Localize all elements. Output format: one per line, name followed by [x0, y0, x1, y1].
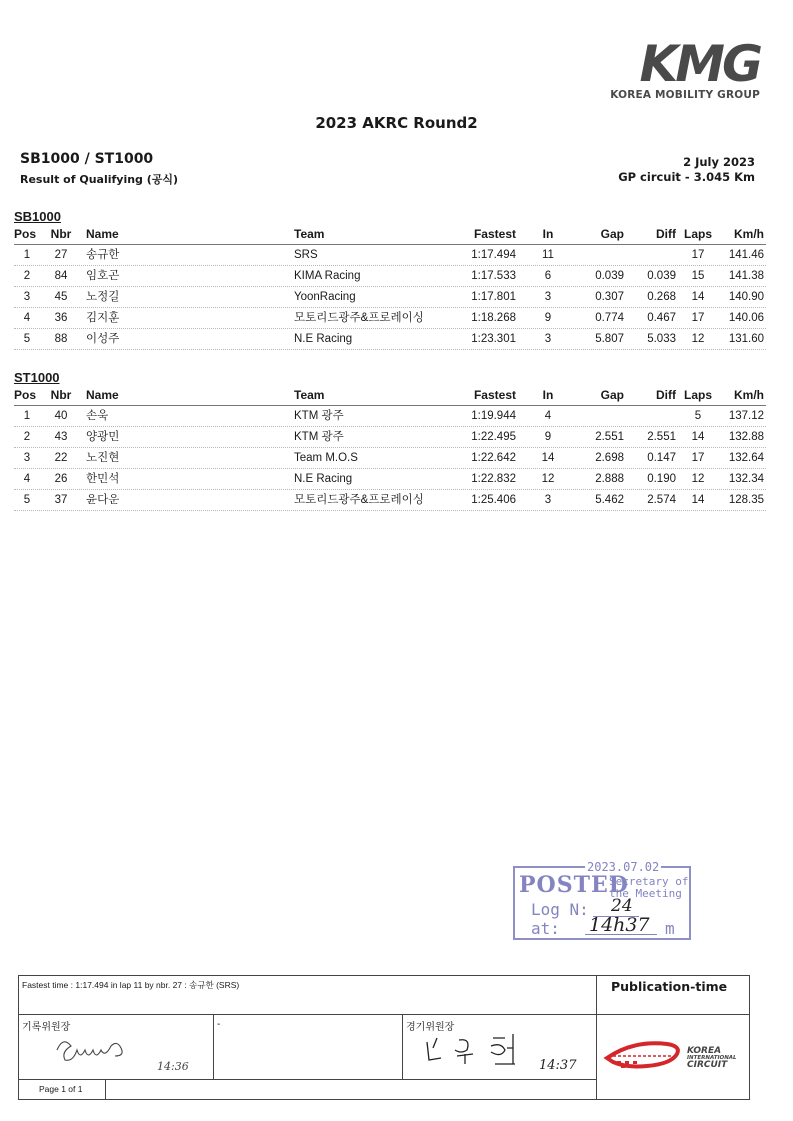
cell-diff: 0.039: [647, 270, 676, 282]
cell-name: 이성주: [86, 333, 120, 345]
col-fastest: Fastest: [473, 227, 516, 241]
cell-diff: 5.033: [647, 333, 676, 345]
cell-laps: 14: [691, 291, 705, 303]
cell-name: 한민석: [86, 473, 120, 485]
cell-diff: 0.190: [647, 473, 676, 485]
cell-diff: 2.551: [647, 431, 676, 443]
page-number: Page 1 of 1: [39, 1084, 83, 1094]
cell-diff: 0.268: [647, 291, 676, 303]
kmg-logo: [590, 35, 760, 101]
cell-pos: 4: [23, 473, 31, 485]
cell-name: 김지훈: [86, 312, 120, 324]
section-title: ST1000: [14, 370, 60, 385]
cell-diff: 0.467: [647, 312, 676, 324]
kic-line2: INTERNATIONAL: [687, 1055, 737, 1061]
cell-pos: 1: [23, 249, 31, 261]
col-team: Team: [294, 227, 325, 241]
cell-in: 12: [541, 473, 555, 485]
cell-pos: 5: [23, 494, 31, 506]
cell-laps: 12: [691, 473, 705, 485]
cell-nbr: 27: [54, 249, 68, 261]
cell-team: Team M.O.S: [294, 452, 358, 464]
cell-in: 3: [544, 494, 552, 506]
cell-in: 3: [544, 291, 552, 303]
cell-pos: 4: [23, 312, 31, 324]
footer-divider: [213, 1014, 214, 1080]
cell-nbr: 40: [54, 410, 68, 422]
footer-divider: [596, 976, 597, 1099]
cell-nbr: 43: [54, 431, 68, 443]
cell-name: 노진현: [86, 452, 120, 464]
cell-kmh: 128.35: [728, 494, 764, 506]
cell-fastest: 1:22.495: [471, 431, 516, 443]
stamp-log: Log N:: [531, 900, 589, 919]
circuit-info: GP circuit - 3.045 Km: [618, 170, 755, 184]
cell-pos: 3: [23, 452, 31, 464]
cell-laps: 17: [691, 452, 705, 464]
cell-fastest: 1:17.801: [471, 291, 516, 303]
cell-name: 노정길: [86, 291, 120, 303]
cell-team: KIMA Racing: [294, 270, 361, 282]
cell-team: YoonRacing: [294, 291, 356, 303]
cell-nbr: 84: [54, 270, 68, 282]
cell-in: 14: [541, 452, 555, 464]
class-names: SB1000 / ST1000: [20, 151, 154, 167]
cell-in: 11: [542, 249, 554, 261]
col-kmh: Km/h: [734, 227, 764, 241]
publication-time-label: Publication-time: [611, 979, 728, 994]
table-row: [14, 329, 766, 350]
table-header: [14, 227, 766, 245]
cell-in: 9: [544, 312, 552, 324]
footer-box: [18, 975, 750, 1100]
cell-pos: 2: [23, 270, 31, 282]
stamp-at: at:: [531, 919, 560, 938]
race-chief-signature: [421, 1028, 541, 1072]
class-header: [20, 151, 178, 187]
table-row: [14, 308, 766, 329]
cell-fastest: 1:19.944: [471, 410, 516, 422]
cell-team: KTM 광주: [294, 431, 344, 443]
cell-diff: 0.147: [647, 452, 676, 464]
table-row: [14, 245, 766, 266]
event-date: 2 July 2023: [683, 155, 755, 169]
cell-kmh: 141.46: [728, 249, 764, 261]
cell-fastest: 1:23.301: [471, 333, 516, 345]
section-title: SB1000: [14, 209, 61, 224]
kic-logo-text: [687, 1047, 737, 1069]
cell-team: 모토리드광주&프로레이싱: [294, 494, 424, 506]
col-laps: Laps: [683, 227, 712, 241]
cell-gap: 0.039: [595, 270, 624, 282]
col-team: Team: [294, 388, 325, 402]
cell-team: N.E Racing: [294, 473, 353, 485]
cell-fastest: 1:18.268: [471, 312, 516, 324]
cell-gap: 2.698: [595, 452, 624, 464]
stamp-date: 2023.07.02: [587, 860, 660, 874]
cell-laps: 15: [691, 270, 705, 282]
col-diff: Diff: [656, 227, 676, 241]
cell-in: 6: [544, 270, 552, 282]
table-row: [14, 287, 766, 308]
col-nbr: Nbr: [50, 388, 72, 402]
cell-gap: 2.551: [595, 431, 624, 443]
col-fastest: Fastest: [473, 388, 516, 402]
stamp-m: m: [665, 919, 675, 938]
cell-laps: 5: [694, 410, 702, 422]
col-nbr: Nbr: [50, 227, 72, 241]
cell-kmh: 131.60: [728, 333, 764, 345]
table-row: [14, 490, 766, 511]
cell-fastest: 1:17.494: [471, 249, 516, 261]
cell-name: 임호곤: [86, 270, 120, 282]
col-kmh: Km/h: [734, 388, 764, 402]
cell-nbr: 45: [54, 291, 68, 303]
stamp-posted: POSTED: [519, 872, 629, 898]
cell-team: KTM 광주: [294, 410, 344, 422]
cell-laps: 14: [691, 431, 705, 443]
cell-name: 송규한: [86, 249, 120, 261]
col-diff: Diff: [656, 388, 676, 402]
records-chief-signature: [49, 1030, 159, 1070]
cell-gap: 5.462: [595, 494, 624, 506]
cell-fastest: 1:22.832: [471, 473, 516, 485]
stamp-at-line: [585, 934, 657, 935]
footer-divider: [105, 1079, 106, 1099]
cell-gap: 2.888: [595, 473, 624, 485]
col-gap: Gap: [600, 227, 624, 241]
cell-kmh: 140.06: [728, 312, 764, 324]
logo-main: KMG: [639, 35, 760, 93]
table-row: [14, 448, 766, 469]
race-chief-sign-time: 14:37: [539, 1058, 577, 1073]
logo-subtitle: KOREA MOBILITY GROUP: [610, 89, 760, 101]
cell-kmh: 140.90: [728, 291, 764, 303]
dash-label: -: [217, 1019, 221, 1030]
col-pos: Pos: [14, 227, 37, 241]
cell-fastest: 1:17.533: [471, 270, 516, 282]
cell-kmh: 137.12: [728, 410, 764, 422]
race-chief-label: 경기위원장: [406, 1022, 455, 1033]
cell-laps: 17: [691, 312, 705, 324]
col-name: Name: [86, 227, 119, 241]
col-name: Name: [86, 388, 119, 402]
table-row: [14, 406, 766, 427]
records-chief-sign-time: 14:36: [157, 1060, 189, 1073]
cell-nbr: 26: [54, 473, 68, 485]
cell-gap: 5.807: [595, 333, 624, 345]
cell-nbr: 88: [54, 333, 68, 345]
cell-fastest: 1:22.642: [471, 452, 516, 464]
stamp-at-value: 14h37: [589, 914, 650, 936]
records-chief-label: 기록위원장: [22, 1022, 71, 1033]
cell-team: SRS: [294, 249, 318, 261]
cell-laps: 12: [691, 333, 705, 345]
page-title: 2023 AKRC Round2: [315, 114, 478, 132]
cell-team: N.E Racing: [294, 333, 353, 345]
result-label: Result of Qualifying (공식): [20, 173, 179, 186]
kic-line1: KOREA: [687, 1046, 722, 1056]
footer-divider: [19, 1014, 749, 1015]
cell-nbr: 22: [54, 452, 68, 464]
col-gap: Gap: [600, 388, 624, 402]
cell-in: 9: [544, 431, 552, 443]
cell-pos: 1: [23, 410, 31, 422]
st1000-table: [14, 370, 766, 511]
cell-in: 3: [544, 333, 552, 345]
sb1000-table: [14, 209, 766, 350]
cell-kmh: 132.34: [728, 473, 764, 485]
cell-laps: 14: [691, 494, 705, 506]
cell-in: 4: [544, 410, 552, 422]
table-row: [14, 427, 766, 448]
cell-nbr: 36: [54, 312, 68, 324]
cell-fastest: 1:25.406: [471, 494, 516, 506]
stamp-log-value: 24: [611, 896, 633, 916]
col-laps: Laps: [683, 388, 712, 402]
stamp-secretary-line1: Secretary of: [609, 875, 689, 888]
cell-gap: 0.307: [595, 291, 624, 303]
cell-name: 양광민: [86, 431, 120, 443]
cell-pos: 3: [23, 291, 31, 303]
table-row: [14, 469, 766, 490]
cell-team: 모토리드광주&프로레이싱: [294, 312, 424, 324]
cell-pos: 2: [23, 431, 31, 443]
cell-gap: 0.774: [595, 312, 624, 324]
cell-laps: 17: [691, 249, 705, 261]
col-in: In: [542, 388, 554, 402]
kic-logo-icon: [603, 1038, 685, 1074]
col-pos: Pos: [14, 388, 37, 402]
cell-kmh: 132.88: [728, 431, 764, 443]
cell-name: 손욱: [86, 410, 109, 422]
col-in: In: [542, 227, 554, 241]
fastest-time-note: Fastest time : 1:17.494 in lap 11 by nbr. 27 : 송규한 (SRS): [22, 980, 240, 990]
posted-stamp: [513, 860, 691, 940]
cell-name: 윤다운: [86, 494, 120, 506]
cell-kmh: 141.38: [728, 270, 764, 282]
table-row: [14, 266, 766, 287]
cell-diff: 2.574: [647, 494, 676, 506]
cell-nbr: 37: [54, 494, 68, 506]
table-header: [14, 388, 766, 406]
footer-divider: [402, 1014, 403, 1080]
stamp-secretary-line2: the Meeting: [609, 887, 682, 900]
event-info: [618, 155, 755, 185]
cell-kmh: 132.64: [728, 452, 764, 464]
cell-pos: 5: [23, 333, 31, 345]
kic-line3: CIRCUIT: [687, 1060, 728, 1070]
